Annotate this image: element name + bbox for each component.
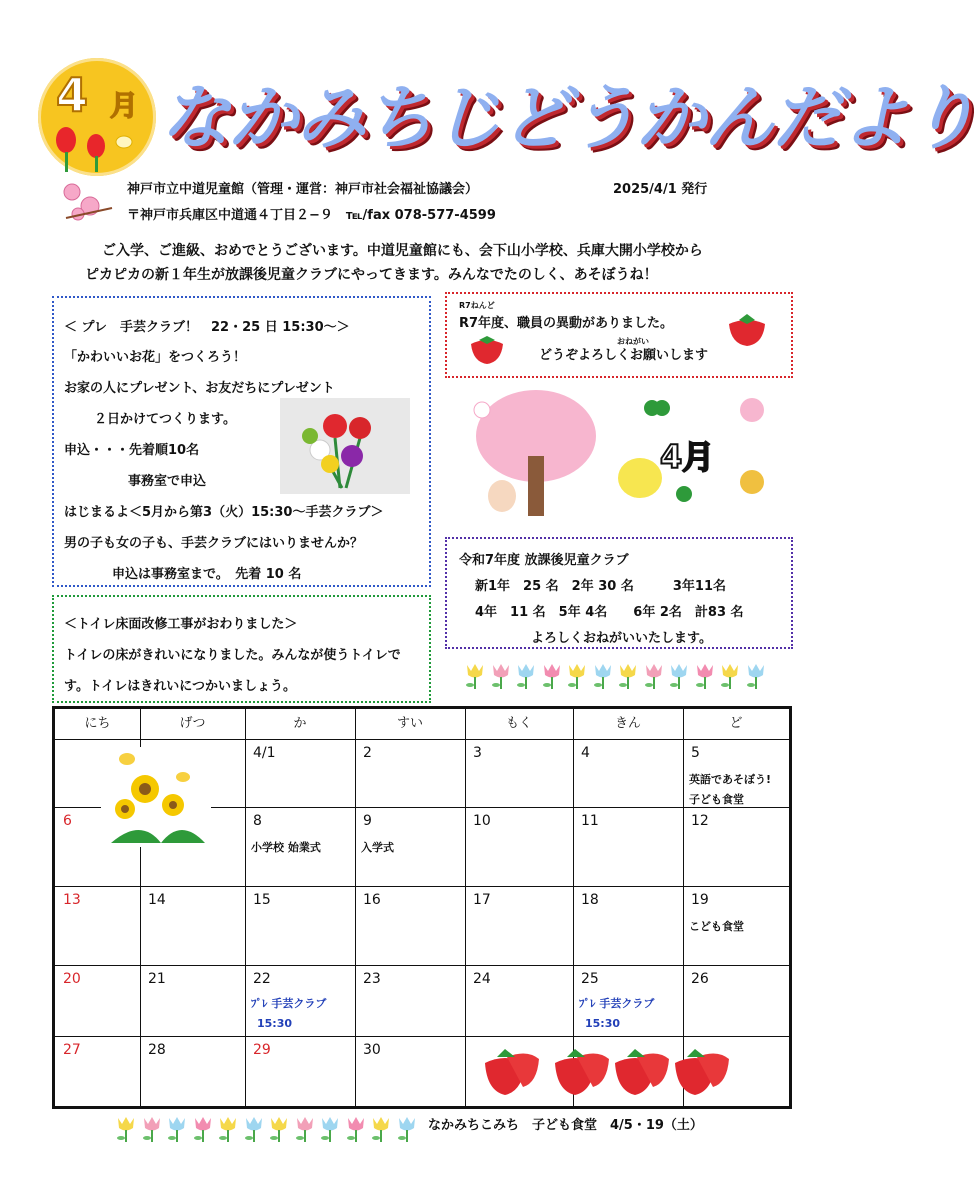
tulip-icon (217, 1114, 239, 1144)
craft-line: 「かわいいお花」をつくろう！ (64, 350, 247, 365)
calendar-day: 20 (63, 971, 81, 987)
tulip-row (115, 1114, 415, 1146)
grid-line (55, 965, 789, 966)
tulip-icon (464, 661, 486, 691)
club-line: よろしくおねがいいたします。 (531, 631, 712, 646)
grid-line (355, 709, 356, 1106)
calendar-day: 10 (473, 813, 491, 829)
craft-line: お家の人にプレゼント、お友だちにプレゼント (64, 381, 335, 396)
club-line: 4年 11 名 5年 4名 6年 2名 計83 名 (475, 605, 744, 620)
calendar-day: 28 (148, 1042, 166, 1058)
calendar-day: 25 (581, 971, 599, 987)
staff-line-2: どうぞよろしくお願いします (539, 348, 709, 363)
tulip-icon (46, 120, 146, 174)
calendar-event: 小学校 始業式 (251, 841, 321, 854)
after-school-club-box (445, 537, 793, 649)
calendar-day: 18 (581, 892, 599, 908)
weekday-header: げつ (179, 716, 206, 731)
calendar-day: 21 (148, 971, 166, 987)
calendar-day: 13 (63, 892, 81, 908)
craft-club-box (52, 296, 431, 587)
calendar-event: ﾌﾟﾚ 手芸クラブ (251, 997, 327, 1010)
grid-line (245, 709, 246, 1106)
calendar-day: 6 (63, 813, 72, 829)
calendar-day: 3 (473, 745, 482, 761)
calendar-day: 17 (473, 892, 491, 908)
calendar-day: 4 (581, 745, 590, 761)
club-heading: 令和7年度 放課後児童クラブ (459, 553, 629, 568)
calendar-day: 4/1 (253, 745, 276, 761)
footer-note: なかみちこみち 子ども食堂 4/5・19（土） (428, 1118, 703, 1133)
craft-flower-photo (280, 398, 410, 494)
calendar-event: 15:30 (585, 1017, 621, 1030)
tulip-row (464, 661, 774, 693)
strawberry-row (475, 1043, 735, 1103)
tulip-icon (294, 1114, 316, 1144)
craft-heading: ＜ プレ 手芸クラブ！ 22・25 日 15:30〜＞ (64, 320, 350, 335)
tulip-icon (490, 661, 512, 691)
tulip-icon (566, 661, 588, 691)
strawberry-icon (725, 314, 769, 348)
grid-line (55, 739, 789, 740)
tulip-icon (319, 1114, 341, 1144)
tulip-icon (745, 661, 767, 691)
weekday-header: すい (396, 716, 423, 731)
calendar-day: 5 (691, 745, 700, 761)
craft-line: 事務室で申込 (128, 474, 207, 489)
tulip-icon (370, 1114, 392, 1144)
calendar-day: 14 (148, 892, 166, 908)
weekday-header: ど (729, 716, 743, 731)
issue-date: 2025/4/1 発行 (613, 182, 708, 197)
calendar-day: 2 (363, 745, 372, 761)
tulip-icon (515, 661, 537, 691)
calendar-event: こども食堂 (689, 920, 744, 933)
toilet-line: す。トイレはきれいにつかいましょう。 (64, 679, 297, 694)
calendar-day: 30 (363, 1042, 381, 1058)
calendar-day: 24 (473, 971, 491, 987)
craft-line: はじまるよ＜5月から第3（火）15:30〜手芸クラブ＞ (64, 505, 384, 520)
craft-line: 男の子も女の子も、手芸クラブにはいりませんか？ (64, 536, 364, 551)
craft-line: 申込・・・先着順10名 (64, 443, 200, 458)
sunflower-illustration (101, 747, 211, 847)
tulip-icon (115, 1114, 137, 1144)
calendar-day: 15 (253, 892, 271, 908)
tulip-icon (541, 661, 563, 691)
calendar-day: 27 (63, 1042, 81, 1058)
staff-ruby-2: おねがい (617, 337, 649, 346)
club-line: 新1年 25 名 2年 30 名 3年11名 (475, 579, 726, 594)
calendar-day: 29 (253, 1042, 271, 1058)
toilet-heading: ＜トイレ床面改修工事がおわりました＞ (64, 617, 298, 632)
craft-line: ２日かけてつくります。 (94, 412, 236, 427)
toilet-notice-box (52, 595, 431, 703)
tulip-icon (166, 1114, 188, 1144)
weekday-header: きん (614, 716, 641, 731)
month-kanji: 月 (110, 89, 139, 122)
calendar (52, 706, 792, 1109)
intro-line-1: ご入学、ご進級、おめでとうございます。中道児童館にも、会下山小学校、兵庫大開小学校から (102, 243, 703, 259)
month-number: 4 (56, 68, 89, 122)
tulip-icon (694, 661, 716, 691)
tulip-icon (643, 661, 665, 691)
tulip-icon (396, 1114, 418, 1144)
calendar-event: 15:30 (257, 1017, 293, 1030)
grid-line (465, 709, 466, 1106)
calendar-day: 19 (691, 892, 709, 908)
month-badge (38, 58, 156, 176)
tulip-icon (268, 1114, 290, 1144)
april-label: 4月 (660, 438, 715, 476)
grid-line (55, 886, 789, 887)
tulip-icon (141, 1114, 163, 1144)
staff-notice-box (445, 292, 793, 378)
calendar-day: 12 (691, 813, 709, 829)
calendar-day: 22 (253, 971, 271, 987)
grid-line (55, 1036, 789, 1037)
calendar-event: 入学式 (361, 841, 394, 854)
tulip-icon (668, 661, 690, 691)
tulip-icon (719, 661, 741, 691)
tulip-icon (592, 661, 614, 691)
tulip-icon (192, 1114, 214, 1144)
organization-name: 神戸市立中道児童館（管理・運営：神戸市社会福祉協議会） (127, 182, 479, 197)
calendar-day: 11 (581, 813, 599, 829)
calendar-day: 8 (253, 813, 262, 829)
strawberry-icon (467, 336, 507, 366)
calendar-day: 9 (363, 813, 372, 829)
calendar-day: 26 (691, 971, 709, 987)
craft-line: 申込は事務室まで。 先着 10 名 (112, 567, 302, 582)
calendar-day: 23 (363, 971, 381, 987)
newsletter-title: なかみちじどうかんだより (160, 77, 976, 159)
weekday-header: にち (84, 716, 111, 731)
staff-line-1: R7年度、職員の異動がありました。 (459, 316, 674, 331)
sakura-icon (58, 178, 114, 224)
weekday-header: もく (505, 716, 532, 731)
weekday-header: か (293, 716, 307, 731)
calendar-event: 英語であそぼう! (689, 773, 772, 786)
intro-line-2: ピカピカの新１年生が放課後児童クラブにやってきます。みんなでたのしく、あそぼうね！ (85, 267, 658, 283)
calendar-event: ﾌﾟﾚ 手芸クラブ (579, 997, 655, 1010)
cherry-tree-illustration (462, 386, 600, 520)
staff-ruby: R7ねんど (459, 301, 495, 310)
tulip-icon (617, 661, 639, 691)
tulip-icon (243, 1114, 265, 1144)
calendar-event: 子ども食堂 (689, 793, 744, 806)
toilet-line: トイレの床がきれいになりました。みんなが使うトイレで (64, 648, 401, 663)
tulip-icon (345, 1114, 367, 1144)
address-line: 〒神戸市兵庫区中道通４丁目２−９ ℡/fax 078-577-4599 (127, 208, 496, 223)
calendar-day: 16 (363, 892, 381, 908)
